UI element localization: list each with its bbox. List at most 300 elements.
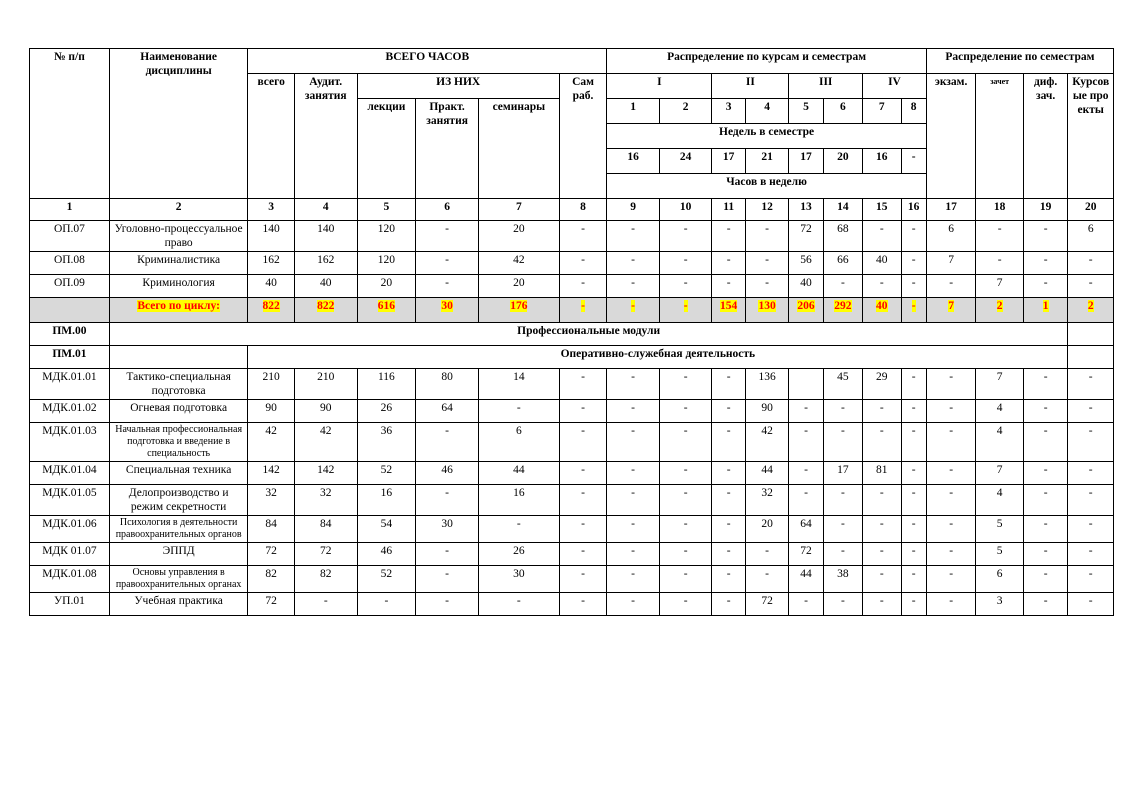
header-audit: Аудит. занятия <box>294 74 357 199</box>
row-value: 90 <box>294 400 357 423</box>
row-value: 140 <box>294 221 357 252</box>
row-value: - <box>1023 516 1067 543</box>
row-value: - <box>712 593 745 616</box>
row-value: - <box>926 275 976 298</box>
row-value: - <box>926 593 976 616</box>
table-row <box>30 462 1114 485</box>
header-course-1: I <box>607 74 712 99</box>
weeks-6: 20 <box>823 149 862 174</box>
row-value: - <box>901 516 926 543</box>
row-value: 36 <box>357 423 416 462</box>
semester-2: 2 <box>659 99 712 124</box>
row-value: - <box>659 400 712 423</box>
row-value: - <box>1023 593 1067 616</box>
total-value-text: 616 <box>377 300 396 312</box>
row-value: - <box>823 543 862 566</box>
semester-8: 8 <box>901 99 926 124</box>
row-value: 90 <box>745 400 788 423</box>
row-value: 38 <box>823 566 862 593</box>
column-number: 1 <box>30 199 110 221</box>
row-value: - <box>901 543 926 566</box>
pm00-code: ПМ.00 <box>30 323 110 346</box>
row-value: - <box>712 369 745 400</box>
row-value: 42 <box>745 423 788 462</box>
row-name: Уголовно-процессуальное право <box>109 221 248 252</box>
row-code: МДК.01.06 <box>30 516 110 543</box>
column-number: 14 <box>823 199 862 221</box>
header-total-hours: ВСЕГО ЧАСОВ <box>248 49 607 74</box>
row-value: 72 <box>248 543 295 566</box>
row-value: - <box>823 593 862 616</box>
row-value: - <box>789 462 823 485</box>
row-name: Тактико-специальная подготовка <box>109 369 248 400</box>
row-value: - <box>745 275 788 298</box>
row-value: - <box>926 485 976 516</box>
column-number: 5 <box>357 199 416 221</box>
header-lekcii: лекции <box>357 99 416 199</box>
total-value-text: - <box>683 300 688 312</box>
row-value: - <box>659 275 712 298</box>
row-value: - <box>926 423 976 462</box>
row-value: - <box>1023 275 1067 298</box>
row-value: - <box>559 275 607 298</box>
semester-3: 3 <box>712 99 745 124</box>
header-zachet: зачет <box>976 74 1024 199</box>
row-value: 7 <box>976 462 1024 485</box>
row-value: 40 <box>789 275 823 298</box>
total-value-text: 2 <box>1087 300 1094 312</box>
row-value: 40 <box>248 275 295 298</box>
total-value-text: 130 <box>758 300 776 312</box>
row-name: Криминалистика <box>109 252 248 275</box>
row-code: МДК 01.07 <box>30 543 110 566</box>
row-value: - <box>863 400 901 423</box>
row-value: 142 <box>294 462 357 485</box>
total-value <box>607 298 660 323</box>
row-value: 136 <box>745 369 788 400</box>
row-value: 90 <box>248 400 295 423</box>
row-value: 20 <box>745 516 788 543</box>
total-value <box>712 298 745 323</box>
semester-6: 6 <box>823 99 862 124</box>
row-value: 44 <box>789 566 823 593</box>
pm01-empty-name <box>109 346 248 369</box>
weeks-7: 16 <box>863 149 901 174</box>
row-value: - <box>659 369 712 400</box>
row-value: - <box>1023 462 1067 485</box>
row-value: - <box>659 485 712 516</box>
row-value: - <box>607 369 660 400</box>
row-value: - <box>712 543 745 566</box>
row-value: - <box>901 221 926 252</box>
row-value: - <box>559 462 607 485</box>
table-row <box>30 369 1114 400</box>
column-number: 16 <box>901 199 926 221</box>
row-value: 5 <box>976 516 1024 543</box>
row-value: 26 <box>357 400 416 423</box>
row-value: 66 <box>823 252 862 275</box>
row-value: - <box>659 462 712 485</box>
row-name: Делопроизводство и режим секретности <box>109 485 248 516</box>
row-value: 16 <box>357 485 416 516</box>
total-value <box>478 298 559 323</box>
total-value <box>823 298 862 323</box>
table-row <box>30 593 1114 616</box>
row-value: - <box>823 275 862 298</box>
row-value: - <box>712 423 745 462</box>
total-value <box>659 298 712 323</box>
pm01-title: Оперативно-служебная деятельность <box>248 346 1068 369</box>
row-value: - <box>901 593 926 616</box>
pm01-row <box>30 346 1114 369</box>
pm00-title: Профессиональные модули <box>109 323 1068 346</box>
row-value: - <box>712 400 745 423</box>
row-value: 6 <box>1068 221 1114 252</box>
row-value: - <box>863 593 901 616</box>
row-value: - <box>712 275 745 298</box>
row-value: - <box>478 593 559 616</box>
weeks-label: Недель в семестре <box>607 124 927 149</box>
row-value: - <box>607 566 660 593</box>
row-value: 210 <box>248 369 295 400</box>
row-value: - <box>1023 485 1067 516</box>
row-value: 162 <box>248 252 295 275</box>
total-value-text: 206 <box>797 300 815 312</box>
row-value: - <box>1068 423 1114 462</box>
row-value: 30 <box>478 566 559 593</box>
row-value: - <box>357 593 416 616</box>
column-number: 13 <box>789 199 823 221</box>
semester-1: 1 <box>607 99 660 124</box>
row-value: - <box>712 462 745 485</box>
weeks-2: 24 <box>659 149 712 174</box>
weeks-8: - <box>901 149 926 174</box>
row-value: - <box>712 221 745 252</box>
row-value: 20 <box>478 221 559 252</box>
row-value: 52 <box>357 566 416 593</box>
row-name: ЭППД <box>109 543 248 566</box>
row-value: 7 <box>926 252 976 275</box>
column-number: 7 <box>478 199 559 221</box>
row-name: Огневая подготовка <box>109 400 248 423</box>
row-value: - <box>745 221 788 252</box>
row-value: 162 <box>294 252 357 275</box>
header-dif: диф. зач. <box>1023 74 1067 199</box>
table-row <box>30 400 1114 423</box>
row-value: - <box>926 369 976 400</box>
header-iz-nih: ИЗ НИХ <box>357 74 559 99</box>
table-row <box>30 221 1114 252</box>
row-value: - <box>745 252 788 275</box>
row-value: 120 <box>357 221 416 252</box>
row-value: - <box>607 221 660 252</box>
row-value: - <box>607 593 660 616</box>
row-value: - <box>1023 543 1067 566</box>
row-value: - <box>712 485 745 516</box>
row-code: МДК.01.01 <box>30 369 110 400</box>
row-value: - <box>1068 566 1114 593</box>
row-value: 68 <box>823 221 862 252</box>
row-value: 6 <box>478 423 559 462</box>
column-number-row <box>30 199 1114 221</box>
total-value <box>559 298 607 323</box>
row-code: ОП.08 <box>30 252 110 275</box>
total-value <box>789 298 823 323</box>
row-value: 16 <box>478 485 559 516</box>
total-value <box>248 298 295 323</box>
row-value: 72 <box>294 543 357 566</box>
row-value: 46 <box>357 543 416 566</box>
row-value: 20 <box>357 275 416 298</box>
row-value: 42 <box>248 423 295 462</box>
row-value: - <box>1068 369 1114 400</box>
row-value: - <box>1068 485 1114 516</box>
row-value: 82 <box>294 566 357 593</box>
row-value: 26 <box>478 543 559 566</box>
row-value: - <box>559 221 607 252</box>
column-number: 9 <box>607 199 660 221</box>
row-value: - <box>607 462 660 485</box>
total-value-text: 176 <box>510 300 528 312</box>
row-value: 6 <box>976 566 1024 593</box>
row-value: 4 <box>976 485 1024 516</box>
row-value: - <box>607 485 660 516</box>
row-value: - <box>1068 516 1114 543</box>
semester-4: 4 <box>745 99 788 124</box>
row-name: Учебная практика <box>109 593 248 616</box>
total-value-text: 2 <box>996 300 1003 312</box>
header-sam: Сам раб. <box>559 74 607 199</box>
row-value: - <box>863 423 901 462</box>
pm01-code: ПМ.01 <box>30 346 110 369</box>
row-value: - <box>294 593 357 616</box>
row-value: 210 <box>294 369 357 400</box>
row-value: - <box>712 252 745 275</box>
row-value: 6 <box>926 221 976 252</box>
row-value: - <box>823 516 862 543</box>
table-row <box>30 485 1114 516</box>
row-value: - <box>863 566 901 593</box>
row-value: - <box>1068 593 1114 616</box>
row-value: - <box>559 400 607 423</box>
row-value: - <box>1068 252 1114 275</box>
total-value-text: 7 <box>948 300 954 312</box>
row-value: 54 <box>357 516 416 543</box>
row-code: ОП.07 <box>30 221 110 252</box>
row-value: - <box>559 369 607 400</box>
row-value: 20 <box>478 275 559 298</box>
row-code: ОП.09 <box>30 275 110 298</box>
table-row <box>30 252 1114 275</box>
header-course-2: II <box>712 74 789 99</box>
total-value-text: 40 <box>876 300 888 312</box>
header-course-dist: Распределение по курсам и семестрам <box>607 49 927 74</box>
row-value: - <box>416 275 479 298</box>
row-code: УП.01 <box>30 593 110 616</box>
row-value: - <box>926 516 976 543</box>
total-value <box>416 298 479 323</box>
pm01-empty <box>1068 346 1114 369</box>
row-value: 42 <box>294 423 357 462</box>
row-value: 44 <box>745 462 788 485</box>
row-value: - <box>559 593 607 616</box>
row-value: - <box>823 400 862 423</box>
row-value: 4 <box>976 400 1024 423</box>
row-value: - <box>976 252 1024 275</box>
total-value-text: 154 <box>720 300 738 312</box>
row-value: - <box>478 516 559 543</box>
total-label <box>109 298 248 323</box>
row-value: 14 <box>478 369 559 400</box>
row-name: Криминология <box>109 275 248 298</box>
row-value: - <box>789 400 823 423</box>
row-value: 44 <box>478 462 559 485</box>
row-value: - <box>712 516 745 543</box>
row-value: 72 <box>248 593 295 616</box>
row-value: 17 <box>823 462 862 485</box>
column-number: 19 <box>1023 199 1067 221</box>
total-value-text: 1 <box>1042 300 1049 312</box>
header-prakt: Практ. занятия <box>416 99 479 199</box>
row-value: 32 <box>294 485 357 516</box>
row-value: - <box>607 400 660 423</box>
row-value: - <box>416 221 479 252</box>
row-value: 116 <box>357 369 416 400</box>
row-value: 72 <box>789 221 823 252</box>
row-value: - <box>863 516 901 543</box>
row-code: МДК.01.03 <box>30 423 110 462</box>
row-value: 4 <box>976 423 1024 462</box>
column-number: 2 <box>109 199 248 221</box>
row-value: 84 <box>294 516 357 543</box>
column-number: 8 <box>559 199 607 221</box>
weeks-4: 21 <box>745 149 788 174</box>
semester-7: 7 <box>863 99 901 124</box>
row-value: - <box>559 543 607 566</box>
row-value: 120 <box>357 252 416 275</box>
row-value: 52 <box>357 462 416 485</box>
row-value: - <box>926 543 976 566</box>
row-value: - <box>559 485 607 516</box>
total-value <box>1023 298 1067 323</box>
row-value: - <box>823 423 862 462</box>
table-row <box>30 566 1114 593</box>
row-value: - <box>607 423 660 462</box>
row-name: Начальная профессиональная подготовка и введение в специальность <box>109 423 248 462</box>
column-number: 6 <box>416 199 479 221</box>
column-number: 4 <box>294 199 357 221</box>
header-vsego: всего <box>248 74 295 199</box>
row-value: - <box>607 516 660 543</box>
row-value: - <box>901 400 926 423</box>
total-value <box>901 298 926 323</box>
total-value <box>863 298 901 323</box>
row-value: - <box>1068 543 1114 566</box>
total-value-text: 822 <box>317 300 335 312</box>
row-value: 64 <box>416 400 479 423</box>
hours-label: Часов в неделю <box>607 174 927 199</box>
row-value: 140 <box>248 221 295 252</box>
row-value: - <box>901 369 926 400</box>
column-number: 12 <box>745 199 788 221</box>
total-value-text: 30 <box>441 300 453 312</box>
row-name: Психология в деятельности правоохранительных органов <box>109 516 248 543</box>
row-value: - <box>559 423 607 462</box>
row-value: 56 <box>789 252 823 275</box>
row-value: - <box>926 462 976 485</box>
weeks-5: 17 <box>789 149 823 174</box>
row-value: - <box>1023 400 1067 423</box>
row-value: - <box>926 400 976 423</box>
total-row <box>30 298 1114 323</box>
curriculum-table <box>29 48 1114 616</box>
row-value: 46 <box>416 462 479 485</box>
pm00-empty <box>1068 323 1114 346</box>
row-value: - <box>901 566 926 593</box>
row-value: - <box>863 485 901 516</box>
row-value: - <box>659 423 712 462</box>
row-value: - <box>416 252 479 275</box>
total-value-text: 822 <box>262 300 280 312</box>
row-value: - <box>901 462 926 485</box>
row-code: МДК.01.02 <box>30 400 110 423</box>
header-course-3: III <box>789 74 863 99</box>
row-value: - <box>559 516 607 543</box>
row-value: 42 <box>478 252 559 275</box>
header-ekzam: экзам. <box>926 74 976 199</box>
row-value: - <box>416 423 479 462</box>
row-value: - <box>1068 275 1114 298</box>
row-value: - <box>901 485 926 516</box>
weeks-1: 16 <box>607 149 660 174</box>
row-value: - <box>559 252 607 275</box>
row-value: - <box>901 252 926 275</box>
row-value: - <box>789 485 823 516</box>
row-value: 80 <box>416 369 479 400</box>
row-value: - <box>1023 252 1067 275</box>
header-name: Наименование дисциплины <box>109 49 248 199</box>
row-value: 40 <box>863 252 901 275</box>
row-value: 7 <box>976 275 1024 298</box>
column-number: 11 <box>712 199 745 221</box>
total-label-text: Всего по циклу: <box>137 300 220 312</box>
column-number: 15 <box>863 199 901 221</box>
row-value: 64 <box>789 516 823 543</box>
row-value: - <box>901 275 926 298</box>
row-value: 29 <box>863 369 901 400</box>
row-value: - <box>659 516 712 543</box>
semester-5: 5 <box>789 99 823 124</box>
pm00-row <box>30 323 1114 346</box>
total-code <box>30 298 110 323</box>
row-value: - <box>745 543 788 566</box>
row-value: - <box>478 400 559 423</box>
row-value: - <box>863 221 901 252</box>
header-sem-dist: Распределение по семестрам <box>926 49 1113 74</box>
row-value: 84 <box>248 516 295 543</box>
table-row <box>30 423 1114 462</box>
row-code: МДК.01.04 <box>30 462 110 485</box>
row-value: 3 <box>976 593 1024 616</box>
row-value: - <box>659 566 712 593</box>
weeks-3: 17 <box>712 149 745 174</box>
total-value <box>976 298 1024 323</box>
header-num: № п/п <box>30 49 110 199</box>
row-value: - <box>607 275 660 298</box>
row-code: МДК.01.05 <box>30 485 110 516</box>
total-value <box>1068 298 1114 323</box>
header-seminary: семинары <box>478 99 559 199</box>
